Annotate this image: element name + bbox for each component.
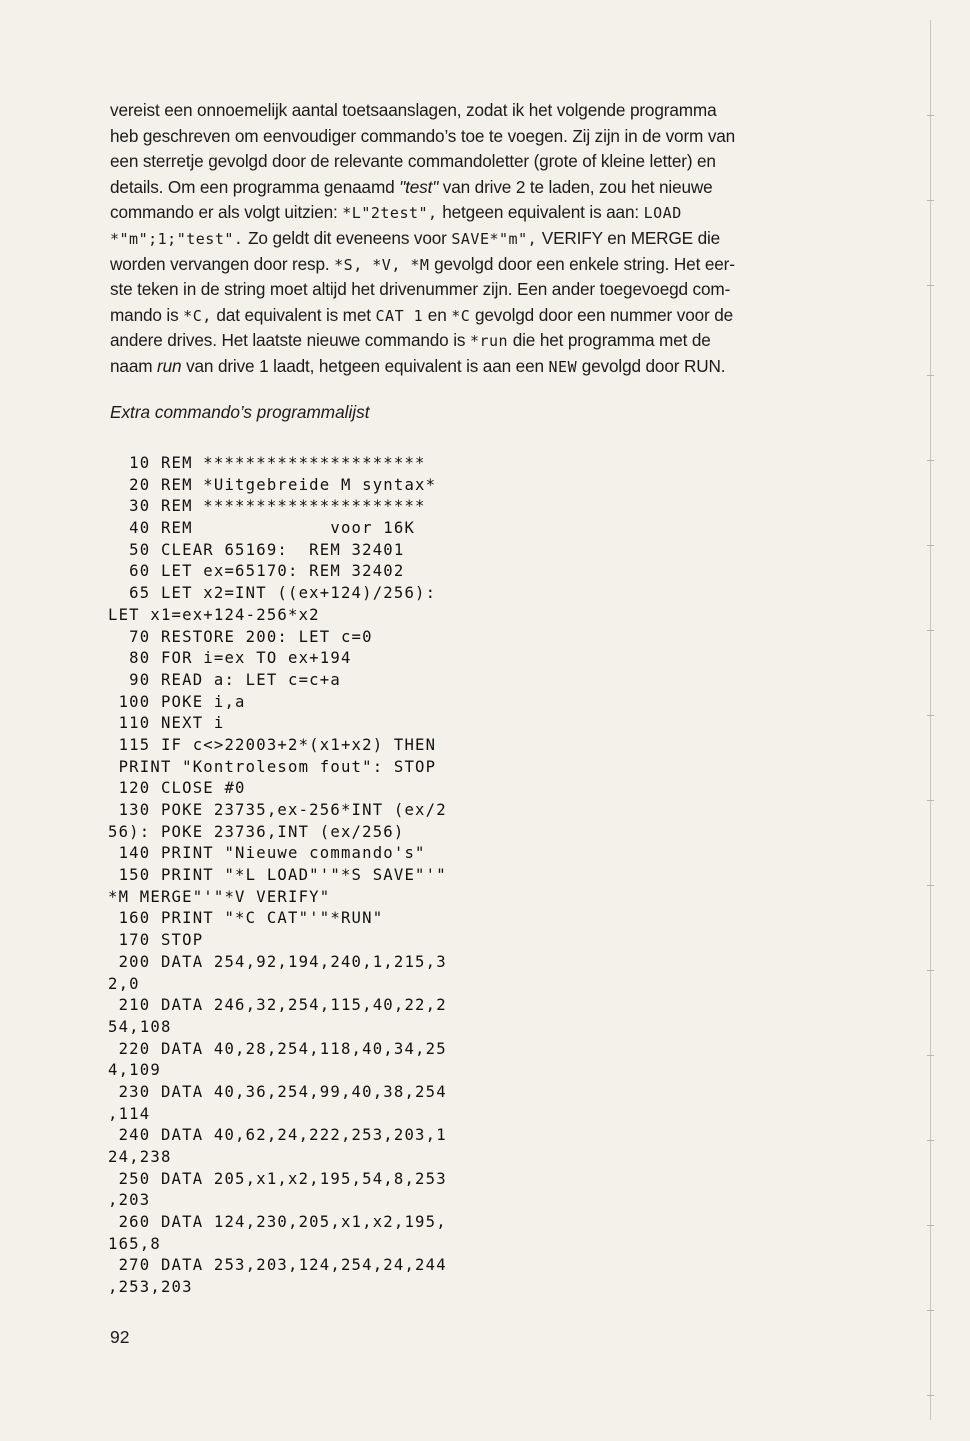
inline-code: *"m";1;"test".: [110, 229, 244, 248]
code-line: 24,238: [108, 1148, 172, 1166]
text-line: [110, 175, 830, 201]
text-span: VERIFY en MERGE die: [537, 227, 721, 248]
code-line: 2,0: [108, 974, 140, 993]
code-line: 165,8: [108, 1234, 161, 1253]
code-line: 65 LET x2=INT ((ex+124)/256):: [108, 584, 437, 603]
code-line: ,203: [108, 1191, 151, 1210]
page-edge-tick: [927, 375, 934, 376]
page-edge-tick: [927, 460, 934, 461]
code-line: 54,108: [108, 1017, 172, 1036]
text-line: [110, 226, 830, 252]
inline-code: *run: [469, 332, 509, 351]
text-span: een sterretje gevolgd door de relevante commandoletter (grote of kleine letter) en: [110, 151, 716, 172]
text-span: dat equivalent is met: [211, 304, 376, 325]
page-edge-rule: [930, 20, 931, 1420]
text-span: Zo geldt dit eveneens voor: [243, 227, 452, 248]
code-line: 240 DATA 40,62,24,222,253,203,1: [108, 1126, 447, 1145]
inline-code: *C: [451, 306, 471, 325]
code-line: 210 DATA 246,32,254,115,40,22,2: [108, 996, 447, 1015]
code-line: 120 CLOSE #0: [108, 779, 246, 798]
text-line: [110, 98, 830, 124]
code-line: *M MERGE"'"*V VERIFY": [108, 887, 331, 906]
listing-caption: Extra commando’s programmalijst: [110, 402, 370, 422]
code-line: 115 IF c<>22003+2*(x1+x2) THEN: [108, 735, 437, 754]
inline-code: CAT 1: [375, 306, 424, 325]
text-span: gevolgd door RUN.: [577, 355, 726, 376]
text-span: gevolgd door een nummer voor de: [470, 304, 734, 325]
code-line: 160 PRINT "*C CAT"'"*RUN": [108, 909, 384, 928]
text-span: ste teken in de string moet altijd het drivenummer zijn. Een ander toegevoegd com-: [110, 279, 731, 300]
text-span: details. Om een programma genaamd: [110, 176, 400, 197]
text-line: [110, 328, 830, 354]
italic-term: run: [157, 355, 182, 376]
body-paragraph: [110, 98, 830, 380]
code-line: 4,109: [108, 1061, 161, 1080]
text-line: [110, 252, 830, 278]
page-edge-tick: [927, 1395, 934, 1396]
page-edge-tick: [927, 1225, 934, 1226]
text-line: [110, 354, 830, 380]
text-line: [110, 200, 830, 226]
page-number: 92: [110, 1327, 130, 1347]
program-listing: [108, 453, 548, 1299]
code-line: ,114: [108, 1104, 151, 1123]
page-edge-tick: [927, 1055, 934, 1056]
code-line: 140 PRINT "Nieuwe commando's": [108, 844, 426, 863]
code-line: 20 REM *Uitgebreide M syntax*: [108, 475, 437, 494]
text-span: commando er als volgt uitzien:: [110, 202, 343, 223]
text-span: vereist een onnoemelijk aantal toetsaanslagen, zodat ik het volgende programma: [110, 100, 717, 120]
code-line: 70 RESTORE 200: LET c=0: [108, 627, 373, 646]
text-line: [110, 124, 830, 150]
code-line: 200 DATA 254,92,194,240,1,215,3: [108, 952, 447, 971]
text-span: mando is: [110, 304, 184, 325]
page-edge-tick: [927, 200, 934, 201]
inline-code: LOAD: [643, 204, 682, 223]
code-line: 90 READ a: LET c=c+a: [108, 670, 341, 689]
text-line: [110, 277, 830, 303]
page-edge-tick: [927, 800, 934, 801]
text-line: [110, 303, 830, 329]
inline-code: *C,: [183, 306, 212, 325]
code-line: 270 DATA 253,203,124,254,24,244: [108, 1256, 447, 1275]
text-line: [110, 149, 830, 175]
inline-code: NEW: [548, 357, 578, 376]
page-edge-tick: [927, 1140, 934, 1141]
page-edge-tick: [927, 115, 934, 116]
code-line: 230 DATA 40,36,254,99,40,38,254: [108, 1082, 447, 1101]
code-line: 80 FOR i=ex TO ex+194: [108, 649, 352, 668]
code-line: 150 PRINT "*L LOAD"'"*S SAVE"'": [108, 866, 447, 885]
code-line: 60 LET ex=65170: REM 32402: [108, 562, 405, 581]
text-span: andere drives. Het laatste nieuwe commando is: [110, 330, 470, 351]
code-line: PRINT "Kontrolesom fout": STOP: [108, 757, 437, 776]
text-span: en: [423, 304, 452, 325]
code-line: 10 REM *********************: [108, 454, 426, 472]
page-edge-tick: [927, 885, 934, 886]
code-line: 50 CLEAR 65169: REM 32401: [108, 540, 405, 559]
page-edge-tick: [927, 715, 934, 716]
text-span: hetgeen equivalent is aan:: [437, 202, 644, 223]
page-edge-tick: [927, 1310, 934, 1311]
inline-code: *L"2test",: [342, 204, 438, 223]
code-line: 56): POKE 23736,INT (ex/256): [108, 822, 405, 841]
code-line: 260 DATA 124,230,205,x1,x2,195,: [108, 1213, 447, 1232]
text-span: die het programma met de: [508, 330, 711, 351]
text-span: heb geschreven om eenvoudiger commando’s toe te voegen. Zij zijn in de vorm van: [110, 125, 736, 146]
code-line: 130 POKE 23735,ex-256*INT (ex/2: [108, 801, 447, 819]
page-edge-tick: [927, 545, 934, 546]
page-edge-tick: [927, 630, 934, 631]
code-line: LET x1=ex+124-256*x2: [108, 605, 320, 624]
text-span: gevolgd door een enkele string. Het eer-: [429, 253, 735, 274]
text-span: worden vervangen door resp.: [110, 253, 335, 274]
code-line: 30 REM *********************: [108, 497, 426, 516]
page-edge-tick: [927, 970, 934, 971]
code-line: 250 DATA 205,x1,x2,195,54,8,253: [108, 1169, 447, 1188]
text-span: naam: [110, 355, 158, 376]
inline-code: SAVE*"m",: [451, 229, 538, 248]
italic-term: "test": [399, 176, 439, 197]
code-line: ,253,203: [108, 1278, 193, 1297]
code-line: 170 STOP: [108, 931, 204, 950]
inline-code: *S, *V, *M: [334, 255, 430, 274]
code-line: 100 POKE i,a: [108, 692, 246, 711]
text-span: van drive 2 te laden, zou het nieuwe: [438, 176, 713, 197]
code-line: 40 REM voor 16K: [108, 519, 416, 538]
code-line: 110 NEXT i: [108, 714, 225, 733]
code-line: 220 DATA 40,28,254,118,40,34,25: [108, 1039, 447, 1058]
text-span: van drive 1 laadt, hetgeen equivalent is aan een: [181, 355, 549, 376]
page-edge-tick: [927, 285, 934, 286]
